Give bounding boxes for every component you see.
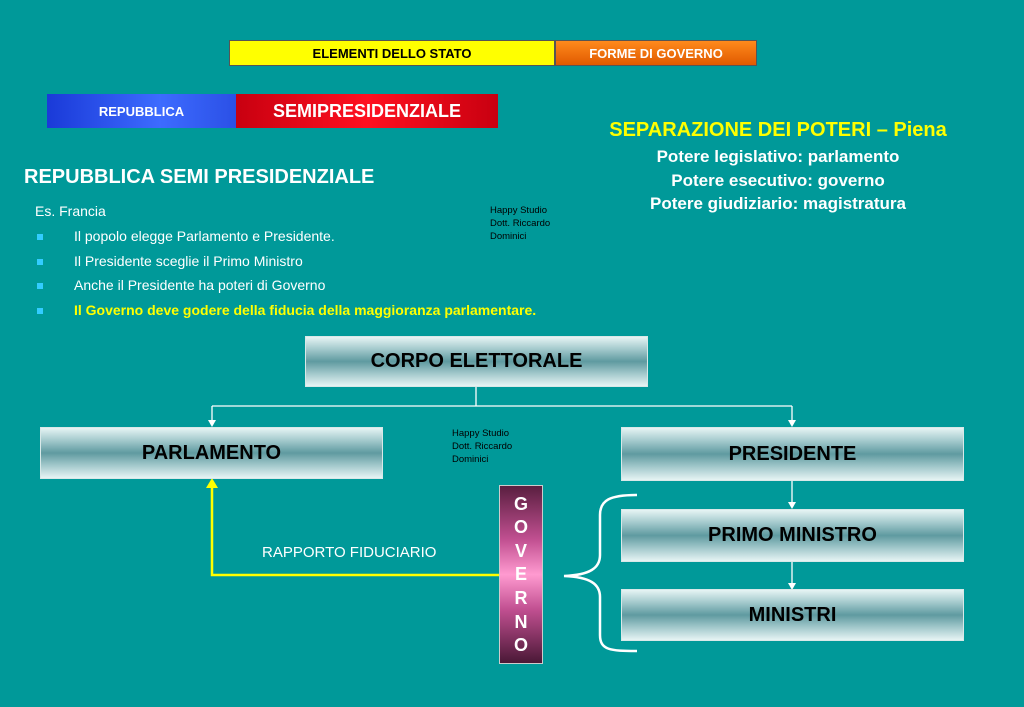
example-label: Es. Francia — [35, 203, 106, 219]
watermark — [452, 427, 512, 466]
parlamento-box: PARLAMENTO — [40, 427, 383, 479]
tab-elementi-dello-stato[interactable]: ELEMENTI DELLO STATO — [229, 40, 555, 66]
watermark-line: Dott. Riccardo — [452, 441, 513, 452]
page-title: REPUBBLICA SEMI PRESIDENZIALE — [24, 166, 375, 188]
corpo-elettorale-box: CORPO ELETTORALE — [305, 336, 648, 387]
governo-letter: O — [513, 517, 528, 538]
repubblica-button[interactable]: REPUBBLICA — [47, 94, 236, 128]
governo-letter: R — [514, 588, 528, 609]
semipresidenziale-banner: SEMIPRESIDENZIALE — [236, 94, 498, 128]
bullet-text: Anche il Presidente ha poteri di Governo — [74, 277, 326, 293]
watermark-line: Dominici — [490, 231, 527, 242]
governo-letter: V — [514, 540, 527, 561]
watermark-line: Happy Studio — [490, 205, 548, 216]
governo-letter: N — [514, 611, 528, 632]
watermark-line: Dominici — [452, 454, 489, 465]
rapporto-fiduciario-label: RAPPORTO FIDUCIARIO — [262, 544, 437, 561]
potere-giudiziario: Potere giudiziario: magistratura — [650, 194, 906, 213]
governo-letter: O — [513, 635, 528, 656]
ministri-box: MINISTRI — [621, 589, 964, 641]
bullet-text: Il popolo elegge Parlamento e Presidente. — [74, 228, 335, 244]
presidente-box: PRESIDENTE — [621, 427, 964, 481]
watermark-line: Dott. Riccardo — [490, 218, 551, 229]
tab-forme-di-governo[interactable]: FORME DI GOVERNO — [555, 40, 757, 66]
potere-esecutivo: Potere esecutivo: governo — [671, 171, 885, 190]
governo-letter: E — [514, 564, 527, 585]
separazione-title: SEPARAZIONE DEI POTERI – Piena — [609, 119, 947, 141]
watermark-line: Happy Studio — [452, 428, 510, 439]
primo-ministro-box: PRIMO MINISTRO — [621, 509, 964, 562]
potere-legislativo: Potere legislativo: parlamento — [656, 147, 900, 166]
governo-box — [499, 485, 543, 664]
bullet-text: Il Presidente sceglie il Primo Ministro — [74, 252, 303, 269]
bullet-text: Il Governo deve godere della fiducia della maggioranza parlamentare. — [74, 301, 537, 318]
governo-letter: G — [513, 493, 528, 514]
